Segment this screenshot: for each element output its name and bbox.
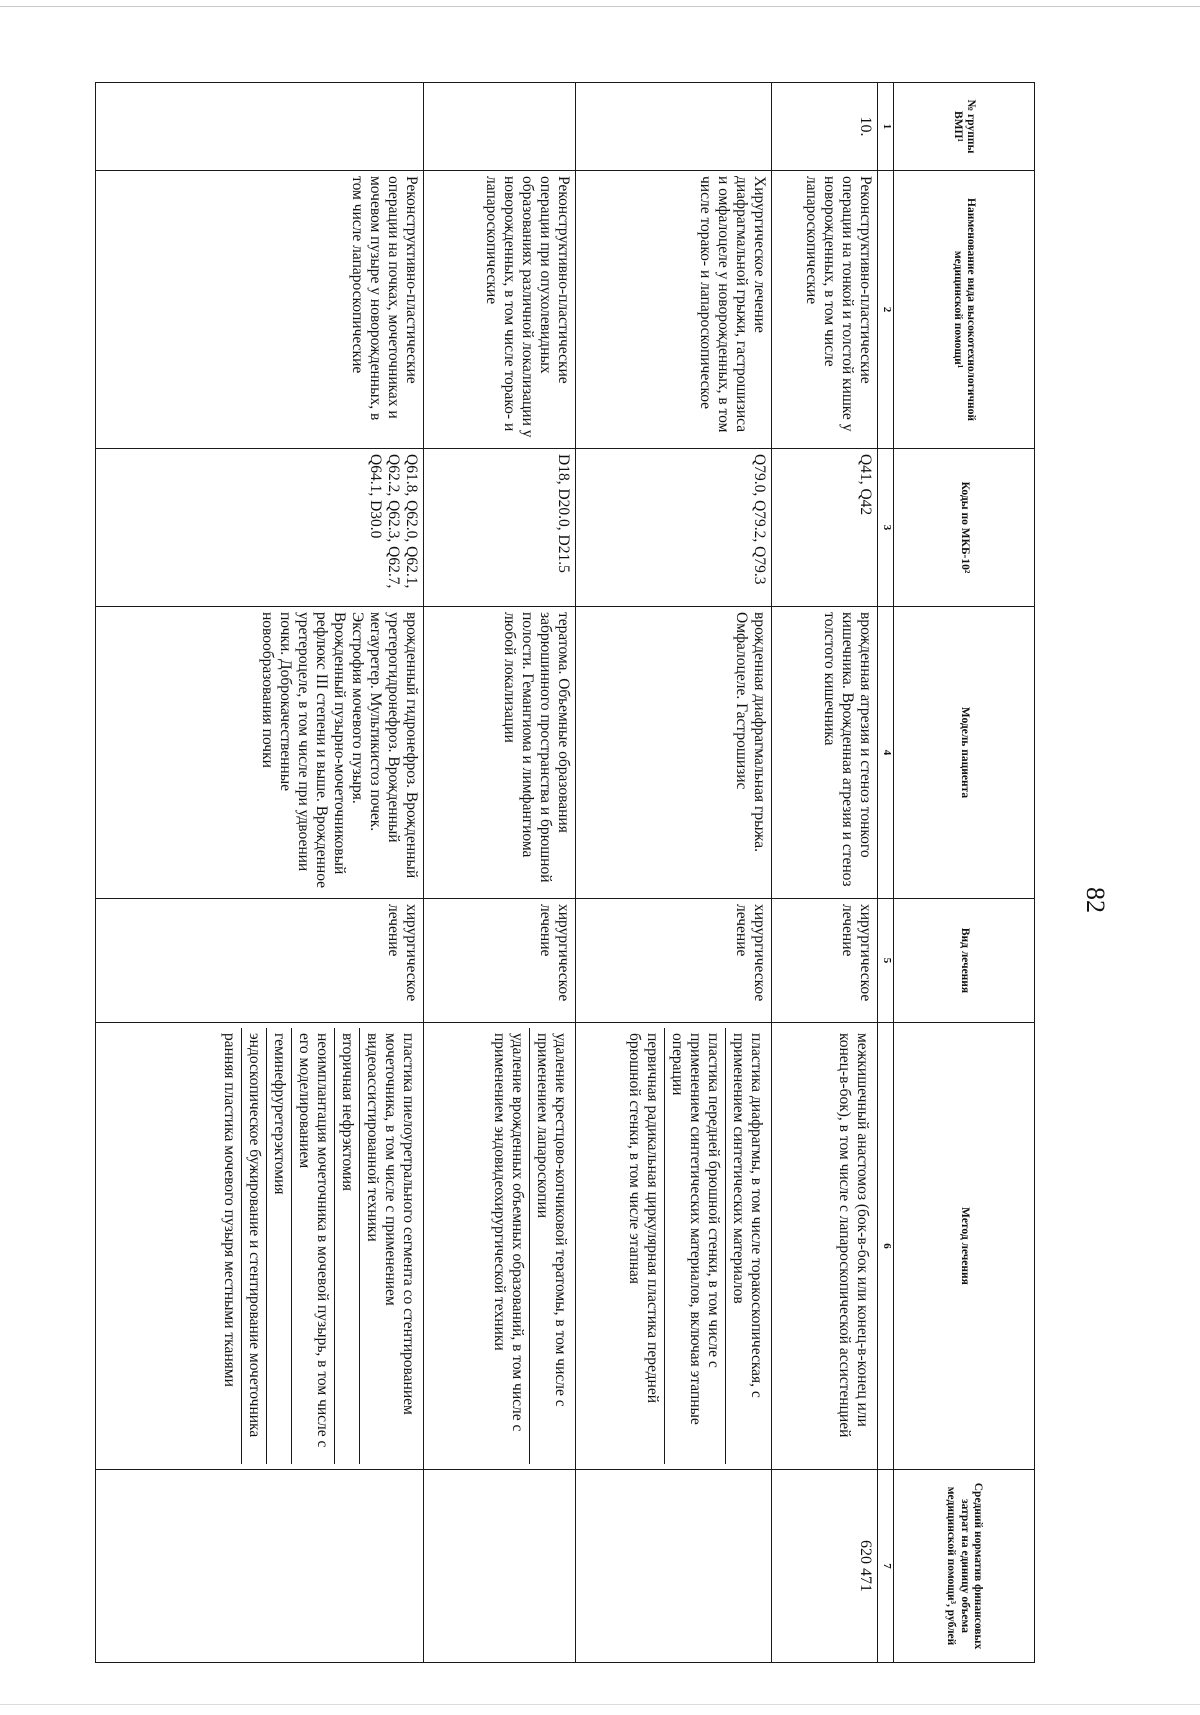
header-treatment-method: Метод лечения <box>894 1023 1035 1470</box>
table-row <box>96 83 424 1663</box>
method-item: эндоскопическое бужирование и стентирование мочеточника <box>241 1028 266 1464</box>
care-type-cell: Реконструктивно-пластические операции при опухолевидных образованиях различной локализации у новорожденных, в том числе торако- и лапароскопические <box>424 171 576 449</box>
group-number-cell <box>576 83 772 171</box>
cost-cell <box>96 1470 424 1663</box>
icd-codes-cell: Q79.0, Q79.2, Q79.3 <box>576 449 772 607</box>
patient-model-cell: тератома. Объемные образования забрюшинного пространства и брюшной полости. Гемангиома и лимфангиома любой локализации <box>424 607 576 899</box>
header-care-type: Наименование вида высокотехнологичной медицинской помощи¹ <box>894 171 1035 449</box>
method-item: пластика пиелоуретрального сегмента со стентированием мочеточника, в том числе с применением видеоассистированной техники <box>359 1028 420 1464</box>
patient-model-cell: врожденная диафрагмальная грыжа. Омфалоцеле. Гастрошизис <box>576 607 772 899</box>
header-icd-codes: Коды по МКБ-10² <box>894 449 1035 607</box>
cost-cell <box>424 1470 576 1663</box>
method-item: удаление врожденных объемных образований, в том числе с применением эндовидеохирургической техники <box>491 1033 527 1432</box>
column-number: 4 <box>877 607 894 899</box>
scan-edge-bottom <box>0 1704 1200 1705</box>
method-item: пластика диафрагмы, в том числе торакоскопическая, с применением синтетических материалов <box>725 1028 768 1464</box>
treatment-type-cell: хирургическое лечение <box>576 899 772 1023</box>
method-item: геминефруретерэктомия <box>266 1028 291 1464</box>
icd-codes-cell: Q61.8, Q62.0, Q62.1, Q62.2, Q62.3, Q62.7, Q64.1, D30.0 <box>96 449 424 607</box>
column-number: 7 <box>877 1470 894 1663</box>
column-number: 6 <box>877 1023 894 1470</box>
vmp-table <box>95 82 1035 1663</box>
table-row <box>424 83 576 1663</box>
column-number: 2 <box>877 171 894 449</box>
icd-codes-cell: D18, D20.0, D21.5 <box>424 449 576 607</box>
method-item: вторичная нефрэктомия <box>334 1028 359 1464</box>
treatment-type-cell: хирургическое лечение <box>424 899 576 1023</box>
group-number-cell <box>96 83 424 171</box>
treatment-method-cell <box>424 1023 576 1470</box>
method-item: межкишечный анастомоз (бок-в-бок или конец-в-конец или конец-в-бок), в том числе с лапароскопической ассистенцией <box>835 1033 871 1438</box>
header-patient-model: Модель пациента <box>894 607 1035 899</box>
column-number: 3 <box>877 449 894 607</box>
care-type-cell: Хирургическое лечение диафрагмальной грыжи, гастрошизиса и омфалоцеле у новорожденных, в том числе торако- и лапароскопическое <box>576 171 772 449</box>
patient-model-cell: врожденный гидронефроз. Врожденный уретерогидронефроз. Врожденный мегауретер. Мультикистоз почек. Экстрофия мочевого пузыря. Врожденный пузырно-мочеточниковый рефлюкс III степени и выше. Врожденное уретероцеле, в том числе при удвоении почки. Доброкачественные новообразования почки <box>96 607 424 899</box>
care-type-cell: Реконструктивно-пластические операции на почках, мочеточниках и мочевом пузыре у новорожденных, в том числе лапароскопические <box>96 171 424 449</box>
treatment-method-cell <box>771 1023 877 1470</box>
table-row <box>771 83 877 1663</box>
page-number: 82 <box>1081 887 1110 913</box>
treatment-type-cell: хирургическое лечение <box>96 899 424 1023</box>
rotated-table-wrapper <box>95 82 1035 1662</box>
group-number-cell: 10. <box>771 83 877 171</box>
cost-cell <box>576 1470 772 1663</box>
cost-cell: 620 471 <box>771 1470 877 1663</box>
method-item: неоимплантация мочеточника в мочевой пузырь, в том числе с его моделированием <box>291 1028 334 1464</box>
method-item: удаление крестцово-копчиковой тератомы, в том числе с применением лапароскопии <box>529 1028 572 1464</box>
scan-edge-top <box>0 6 1200 7</box>
icd-codes-cell: Q41, Q42 <box>771 449 877 607</box>
group-number-cell <box>424 83 576 171</box>
treatment-type-cell: хирургическое лечение <box>771 899 877 1023</box>
treatment-method-cell <box>96 1023 424 1470</box>
header-treatment-type: Вид лечения <box>894 899 1035 1023</box>
treatment-method-cell <box>576 1023 772 1470</box>
method-item: первичная радикальная циркулярная пластика передней брюшной стенки, в том числе этапная <box>626 1033 662 1403</box>
table-row <box>576 83 772 1663</box>
column-number: 5 <box>877 899 894 1023</box>
column-number: 1 <box>877 83 894 171</box>
header-group-number: № группы ВМП¹ <box>894 83 1035 171</box>
method-item: ранняя пластика мочевого пузыря местными тканями <box>221 1033 239 1387</box>
column-numbers-row <box>877 83 894 1663</box>
patient-model-cell: врожденная атрезия и стеноз тонкого кишечника. Врожденная атрезия и стеноз толстого кишечника <box>771 607 877 899</box>
care-type-cell: Реконструктивно-пластические операции на тонкой и толстой кишке у новорожденных, в том числе лапароскопические <box>771 171 877 449</box>
table-header-row <box>894 83 1035 1663</box>
header-cost-norm: Средний норматив финансовых затрат на единицу объема медицинской помощи³, рублей <box>894 1470 1035 1663</box>
method-item: пластика передней брюшной стенки, в том числе с применением синтетических материалов, включая этапные операции <box>664 1028 725 1464</box>
